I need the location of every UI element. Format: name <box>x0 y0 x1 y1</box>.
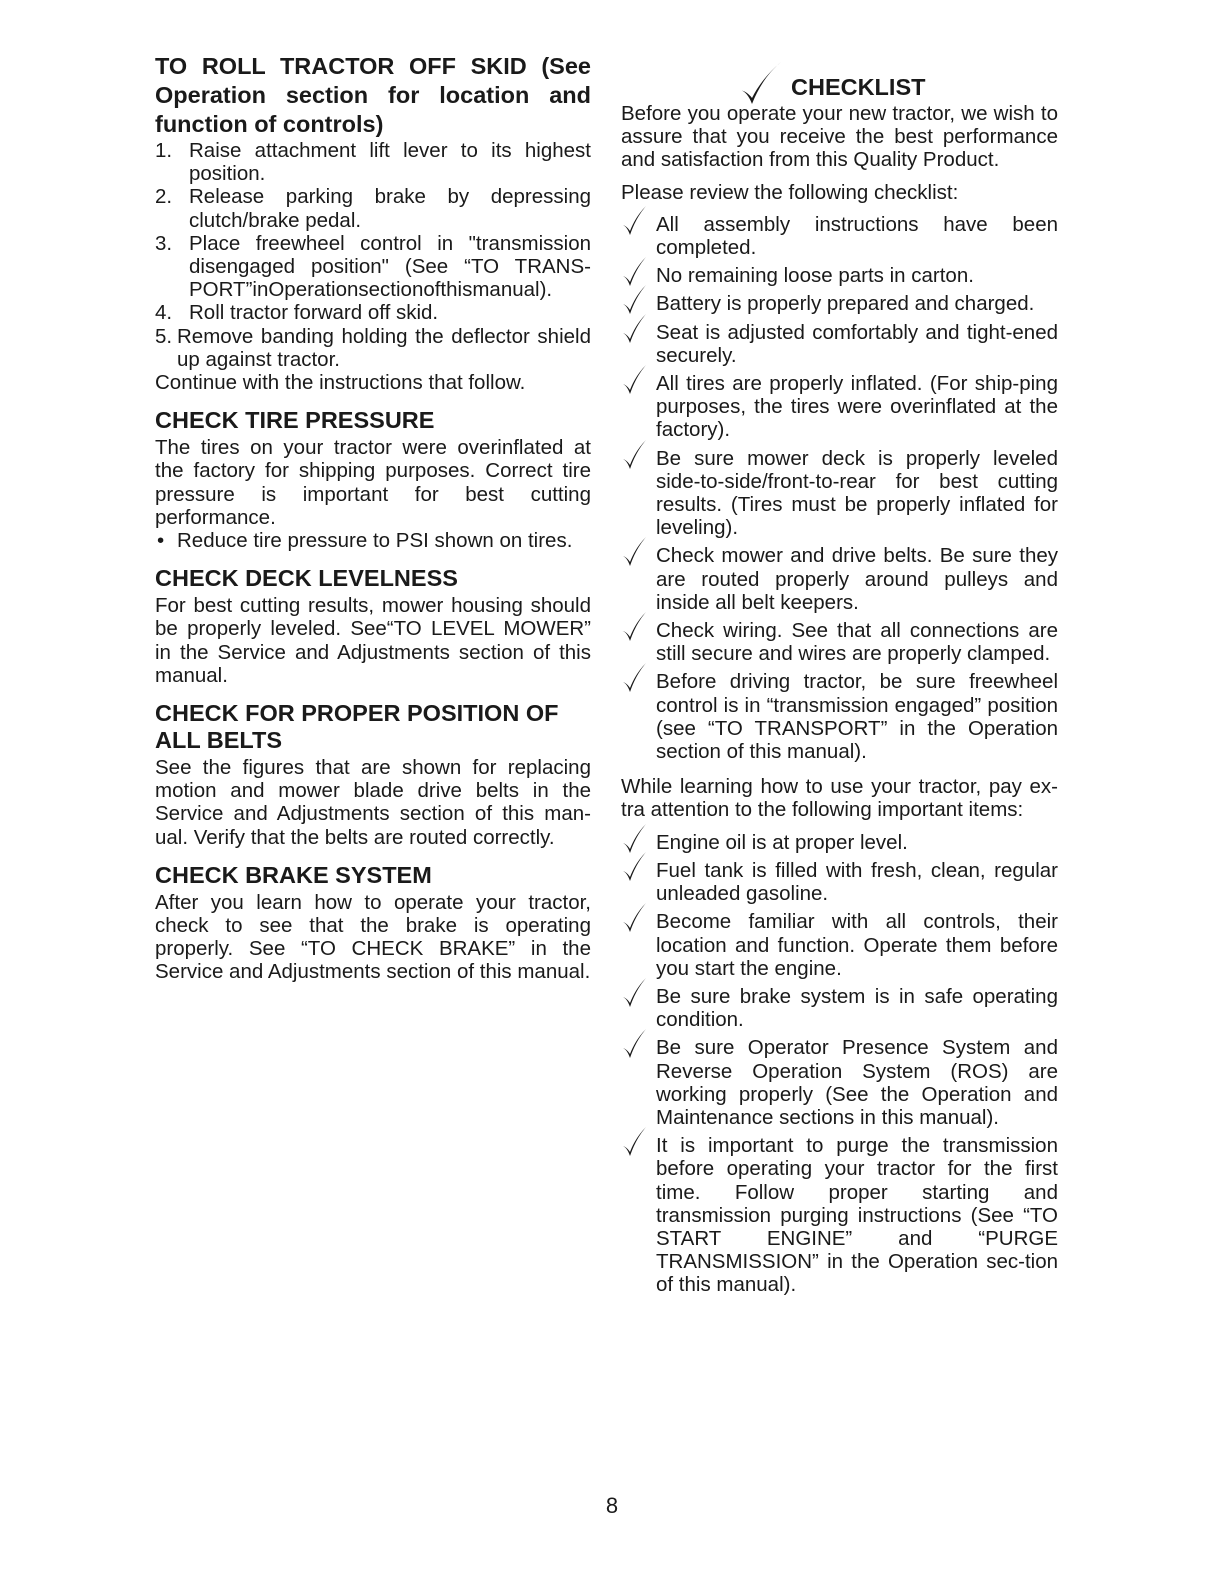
step-item: 5. Remove banding holding the deflector shield up against tractor. <box>155 324 591 371</box>
deck-levelness-heading: CHECK DECK LEVELNESS <box>155 565 458 592</box>
important-items <box>621 831 1058 1297</box>
important-item: Fuel tank is filled with fresh, clean, regular unleaded gasoline. <box>621 859 1058 905</box>
checklist-title <box>737 52 1058 102</box>
important-item: Engine oil is at proper level. <box>621 831 1058 854</box>
checklist-review-text: Please review the following checklist: <box>621 180 959 204</box>
important-item: Be sure Operator Presence System and Reverse Operation System (ROS) are working properly (See the Operation and Maintenance sections in this manual). <box>621 1036 1058 1129</box>
checklist-intro: Before you operate your new tractor, we wish to assure that you receive the best performance and satisfaction from this Quality Product. <box>621 102 1058 172</box>
step-item: 1. Raise attachment lift lever to its highest position. <box>155 139 591 186</box>
checkmark-icon <box>621 976 647 1010</box>
continue-text: Continue with the instructions that follow. <box>155 371 526 395</box>
large-checkmark-icon <box>737 60 783 108</box>
roll-off-skid-heading: TO ROLL TRACTOR OFF SKID (See Operation section for location and function of controls) <box>155 53 591 137</box>
right-column <box>621 52 1058 1309</box>
tire-bullets <box>155 529 591 552</box>
important-item: It is important to purge the transmission before operating your tractor for the first time. Follow proper starting and transmission purging instructions (See “TO START ENGINE” and “PURGE TRANSMISSION” in the Operation sec-tion of this manual). <box>621 1134 1058 1296</box>
left-column <box>155 52 591 984</box>
checklist-item: No remaining loose parts in carton. <box>621 264 1058 287</box>
checklist-item: Check wiring. See that all connections are still secure and wires are properly clamped. <box>621 619 1058 665</box>
checkmark-icon <box>621 438 647 472</box>
step-item: 4. Roll tractor forward off skid. <box>155 301 439 325</box>
checkmark-icon <box>621 1125 647 1159</box>
checklist-item: Be sure mower deck is properly leveled side-to-side/front-to-rear for best cutting results. (Tires must be properly inflated for leveling). <box>621 447 1058 540</box>
checklist-item: Battery is properly prepared and charged. <box>621 292 1058 315</box>
bullet-item: • Reduce tire pressure to PSI shown on tires. <box>157 529 573 553</box>
checkmark-icon <box>621 535 647 569</box>
step-item: 2. Release parking brake by depressing clutch/brake pedal. <box>155 185 591 232</box>
important-item: Become familiar with all controls, their location and function. Operate them before you start the engine. <box>621 910 1058 980</box>
page-number: 8 <box>605 1493 619 1518</box>
checklist-item: All tires are properly inflated. (For ship-ping purposes, the tires were overinflated at the factory). <box>621 372 1058 442</box>
checkmark-icon <box>621 204 647 238</box>
deck-levelness-body: For best cutting results, mower housing should be properly leveled. See“TO LEVEL MOWER” in the Service and Adjustments section of this manual. <box>155 594 591 687</box>
important-item: Be sure brake system is in safe operating condition. <box>621 985 1058 1031</box>
learning-intro: While learning how to use your tractor, pay ex-tra attention to the following important items: <box>621 775 1058 822</box>
brake-heading: CHECK BRAKE SYSTEM <box>155 861 432 888</box>
bullet-dot: • <box>157 529 165 553</box>
checkmark-icon <box>621 1027 647 1061</box>
step-item: 3. Place freewheel control in "transmission disengaged position" (See “TO TRANS-PORT”inOperationsectionofthismanual). <box>155 231 591 302</box>
checklist-item: Check mower and drive belts. Be sure they are routed properly around pulleys and inside all belt keepers. <box>621 544 1058 614</box>
tire-pressure-heading: CHECK TIRE PRESSURE <box>155 407 435 434</box>
belts-heading: CHECK FOR PROPER POSITION OF ALL BELTS <box>155 700 559 754</box>
checkmark-icon <box>621 901 647 935</box>
checklist-heading: CHECKLIST <box>791 74 926 100</box>
brake-body: After you learn how to operate your tractor, check to see that the brake is operating properly. See “TO CHECK BRAKE” in the Service and Adjustments section of this manual. <box>155 890 591 984</box>
checklist-items <box>621 213 1058 763</box>
belts-body: See the figures that are shown for replacing motion and mower blade drive belts in the Service and Adjustments section of this man-ual. Verify that the belts are routed correctly. <box>155 756 591 849</box>
roll-off-steps <box>155 139 591 371</box>
tire-pressure-body: The tires on your tractor were overinflated at the factory for shipping purposes. Correct tire pressure is important for best cutting performance. <box>155 436 591 529</box>
checklist-item: Seat is adjusted comfortably and tight-ened securely. <box>621 321 1058 367</box>
checklist-item: All assembly instructions have been completed. <box>621 213 1058 259</box>
checkmark-icon <box>621 312 647 346</box>
checklist-item: Before driving tractor, be sure freewheel control is in “transmission engaged” position (see “TO TRANSPORT” in the Operation section of this manual). <box>621 670 1058 763</box>
checkmark-icon <box>621 661 647 695</box>
checkmark-icon <box>621 363 647 397</box>
checkmark-icon <box>621 610 647 644</box>
checkmark-icon <box>621 850 647 884</box>
